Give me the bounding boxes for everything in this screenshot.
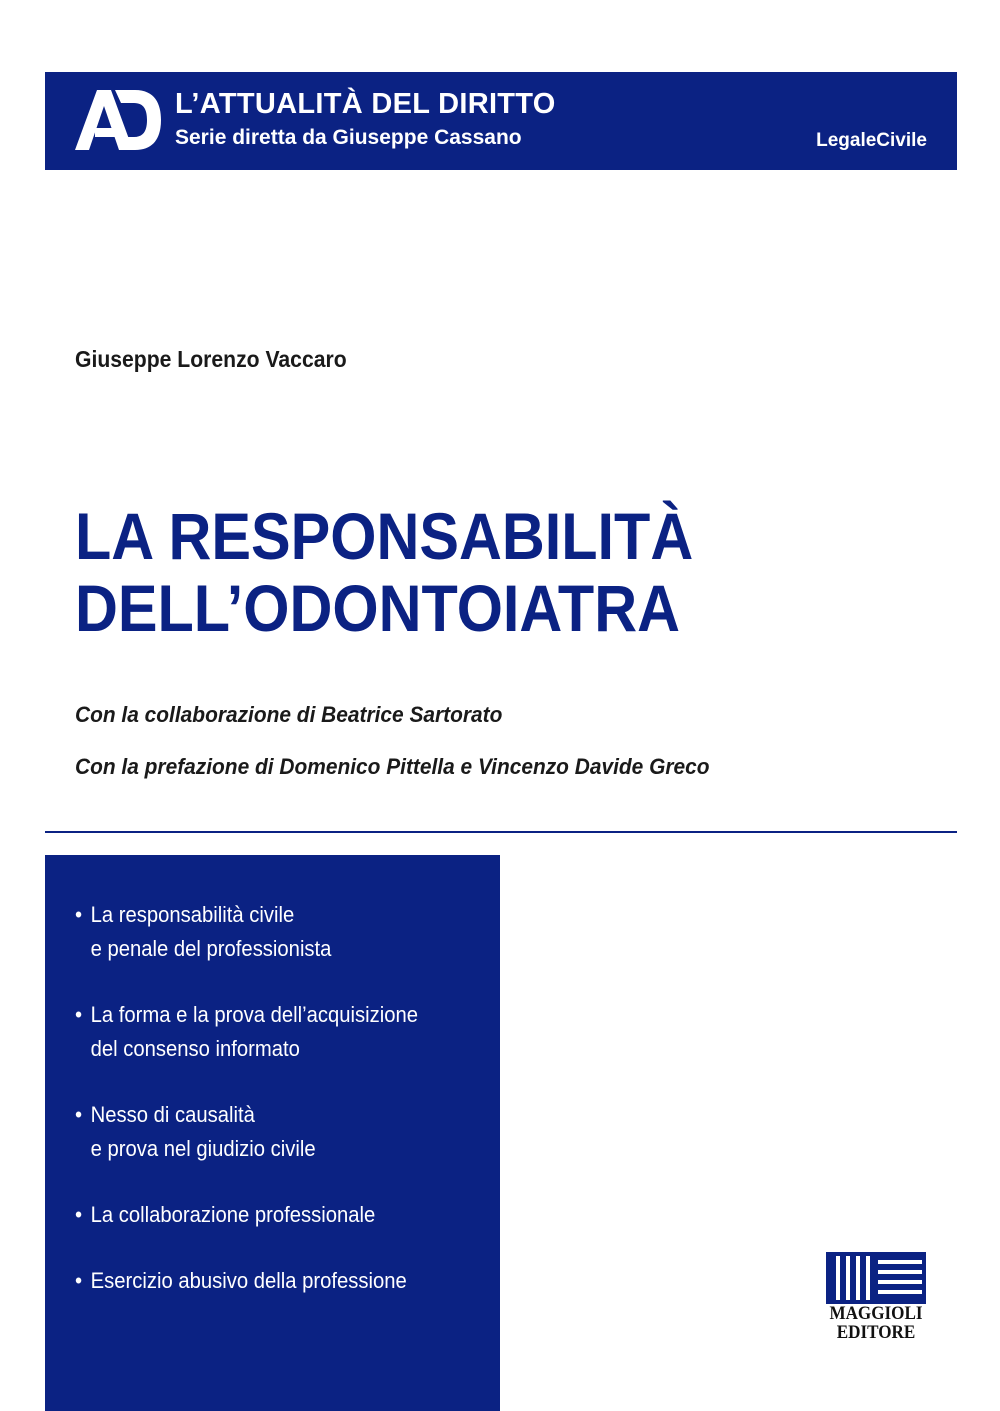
topic-item [75,998,418,1066]
collaboration-credit: Con la collaborazione di Beatrice Sartorato [75,702,503,727]
topic-item [75,898,418,966]
topic-line: del consenso informato [90,1036,300,1061]
topic-item [75,1198,418,1232]
topic-line: • Esercizio abusivo della professione [90,1268,407,1293]
maggioli-mark-icon [826,1252,926,1304]
book-author: Giuseppe Lorenzo Vaccaro [75,346,347,372]
book-title-line-2: DELL’ODONTOIATRA [75,571,680,645]
topic-line: • Nesso di causalità [90,1102,255,1127]
topic-line: e penale del professionista [90,936,332,961]
series-banner [45,72,957,170]
topic-line: e prova nel giudizio civile [90,1136,316,1161]
publisher-name-line-2: EDITORE [836,1322,916,1343]
book-title-line-1: LA RESPONSABILITÀ [75,499,694,573]
ad-logo-icon [75,90,161,150]
series-tag: LegaleCivile [816,130,927,151]
topic-line: • La forma e la prova dell’acquisizione [90,1002,419,1027]
publisher-logo [823,1252,929,1344]
publisher-name-line-1: MAGGIOLI [829,1303,923,1324]
topics-panel [45,855,500,1411]
book-title [75,500,693,644]
preface-credit: Con la prefazione di Domenico Pittella e Vincenzo Davide Greco [75,754,710,779]
topic-item [75,1098,418,1166]
series-title: L’ATTUALITÀ DEL DIRITTO [175,88,556,120]
topic-line: • La responsabilità civile [90,902,295,927]
series-subtitle: Serie diretta da Giuseppe Cassano [175,126,522,149]
topic-item [75,1264,418,1298]
divider-rule [45,831,957,833]
topics-list [75,898,448,1330]
topic-line: • La collaborazione professionale [90,1202,376,1227]
